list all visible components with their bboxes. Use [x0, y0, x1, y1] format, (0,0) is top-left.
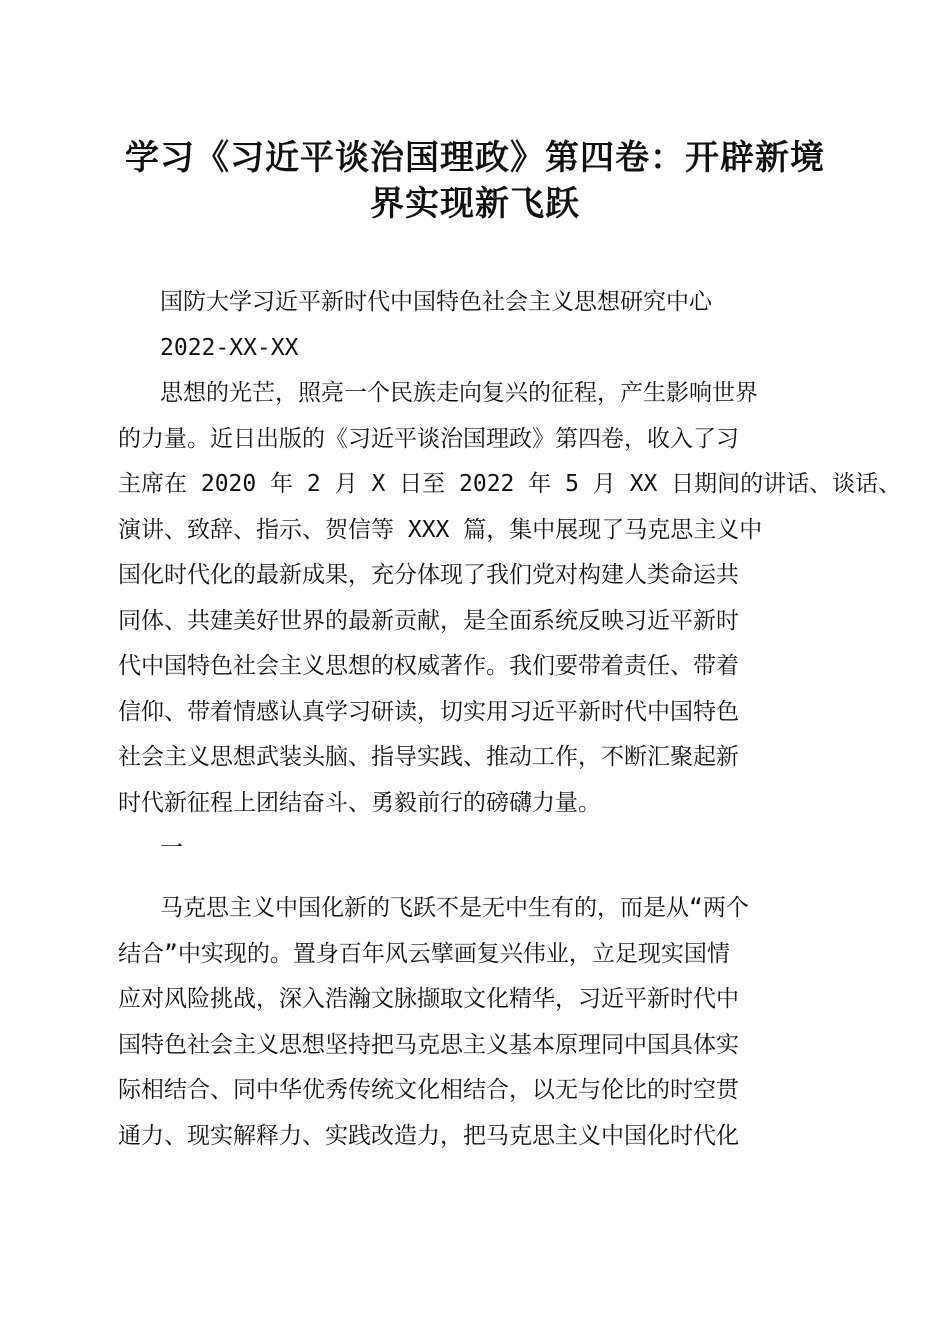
paragraph-line: 际相结合、同中华优秀传统文化相结合，以无与伦比的时空贯: [118, 1077, 739, 1103]
date-line: 2022-XX-XX: [160, 334, 299, 361]
paragraph-line: 主席在 2020 年 2 月 X 日至 2022 年 5 月 XX 日期间的讲话、谈话、: [118, 471, 902, 497]
paragraph-line: 的力量。近日出版的《习近平谈治国理政》第四卷，收入了习: [118, 425, 739, 452]
paragraph-line: 时代新征程上团结奋斗、勇毅前行的磅礴力量。: [118, 789, 601, 816]
paragraph-line: 应对风险挑战，深入浩瀚文脉撷取文化精华，习近平新时代中: [118, 986, 739, 1012]
title-line-1: 学习《习近平谈治国理政》第四卷：开辟新境: [125, 138, 825, 178]
paragraph-line: 国化时代化的最新成果，充分体现了我们党对构建人类命运共: [118, 562, 739, 588]
paragraph-line: 信仰、带着情感认真学习研读，切实用习近平新时代中国特色: [118, 698, 739, 725]
paragraph-line: 马克思主义中国化新的飞跃不是无中生有的，而是从“两个: [160, 895, 749, 921]
paragraph-2: [118, 886, 833, 1159]
paragraph-line: 结合”中实现的。置身百年风云擘画复兴伟业，立足现实国情: [118, 940, 730, 967]
paragraph-line: 社会主义思想武装头脑、指导实践、推动工作，不断汇聚起新: [118, 744, 739, 770]
author-line: 国防大学习近平新时代中国特色社会主义思想研究中心: [160, 289, 712, 315]
document-title: [100, 135, 850, 227]
paragraph-line: 代中国特色社会主义思想的权威著作。我们要带着责任、带着: [118, 653, 739, 679]
paragraph-line: 演讲、致辞、指示、贺信等 XXX 篇，集中展现了马克思主义中: [118, 516, 763, 543]
paragraph-line: 国特色社会主义思想坚持把马克思主义基本原理同中国具体实: [118, 1031, 739, 1058]
document-body: [118, 280, 902, 1159]
paragraph-1: [118, 371, 902, 826]
title-line-2: 界实现新飞跃: [370, 184, 580, 224]
section-marker: 一: [160, 835, 183, 861]
paragraph-line: 思想的光芒，照亮一个民族走向复兴的征程，产生影响世界: [160, 380, 758, 406]
paragraph-line: 同体、共建美好世界的最新贡献，是全面系统反映习近平新时: [118, 607, 739, 634]
paragraph-line: 通力、现实解释力、实践改造力，把马克思主义中国化时代化: [118, 1122, 739, 1149]
